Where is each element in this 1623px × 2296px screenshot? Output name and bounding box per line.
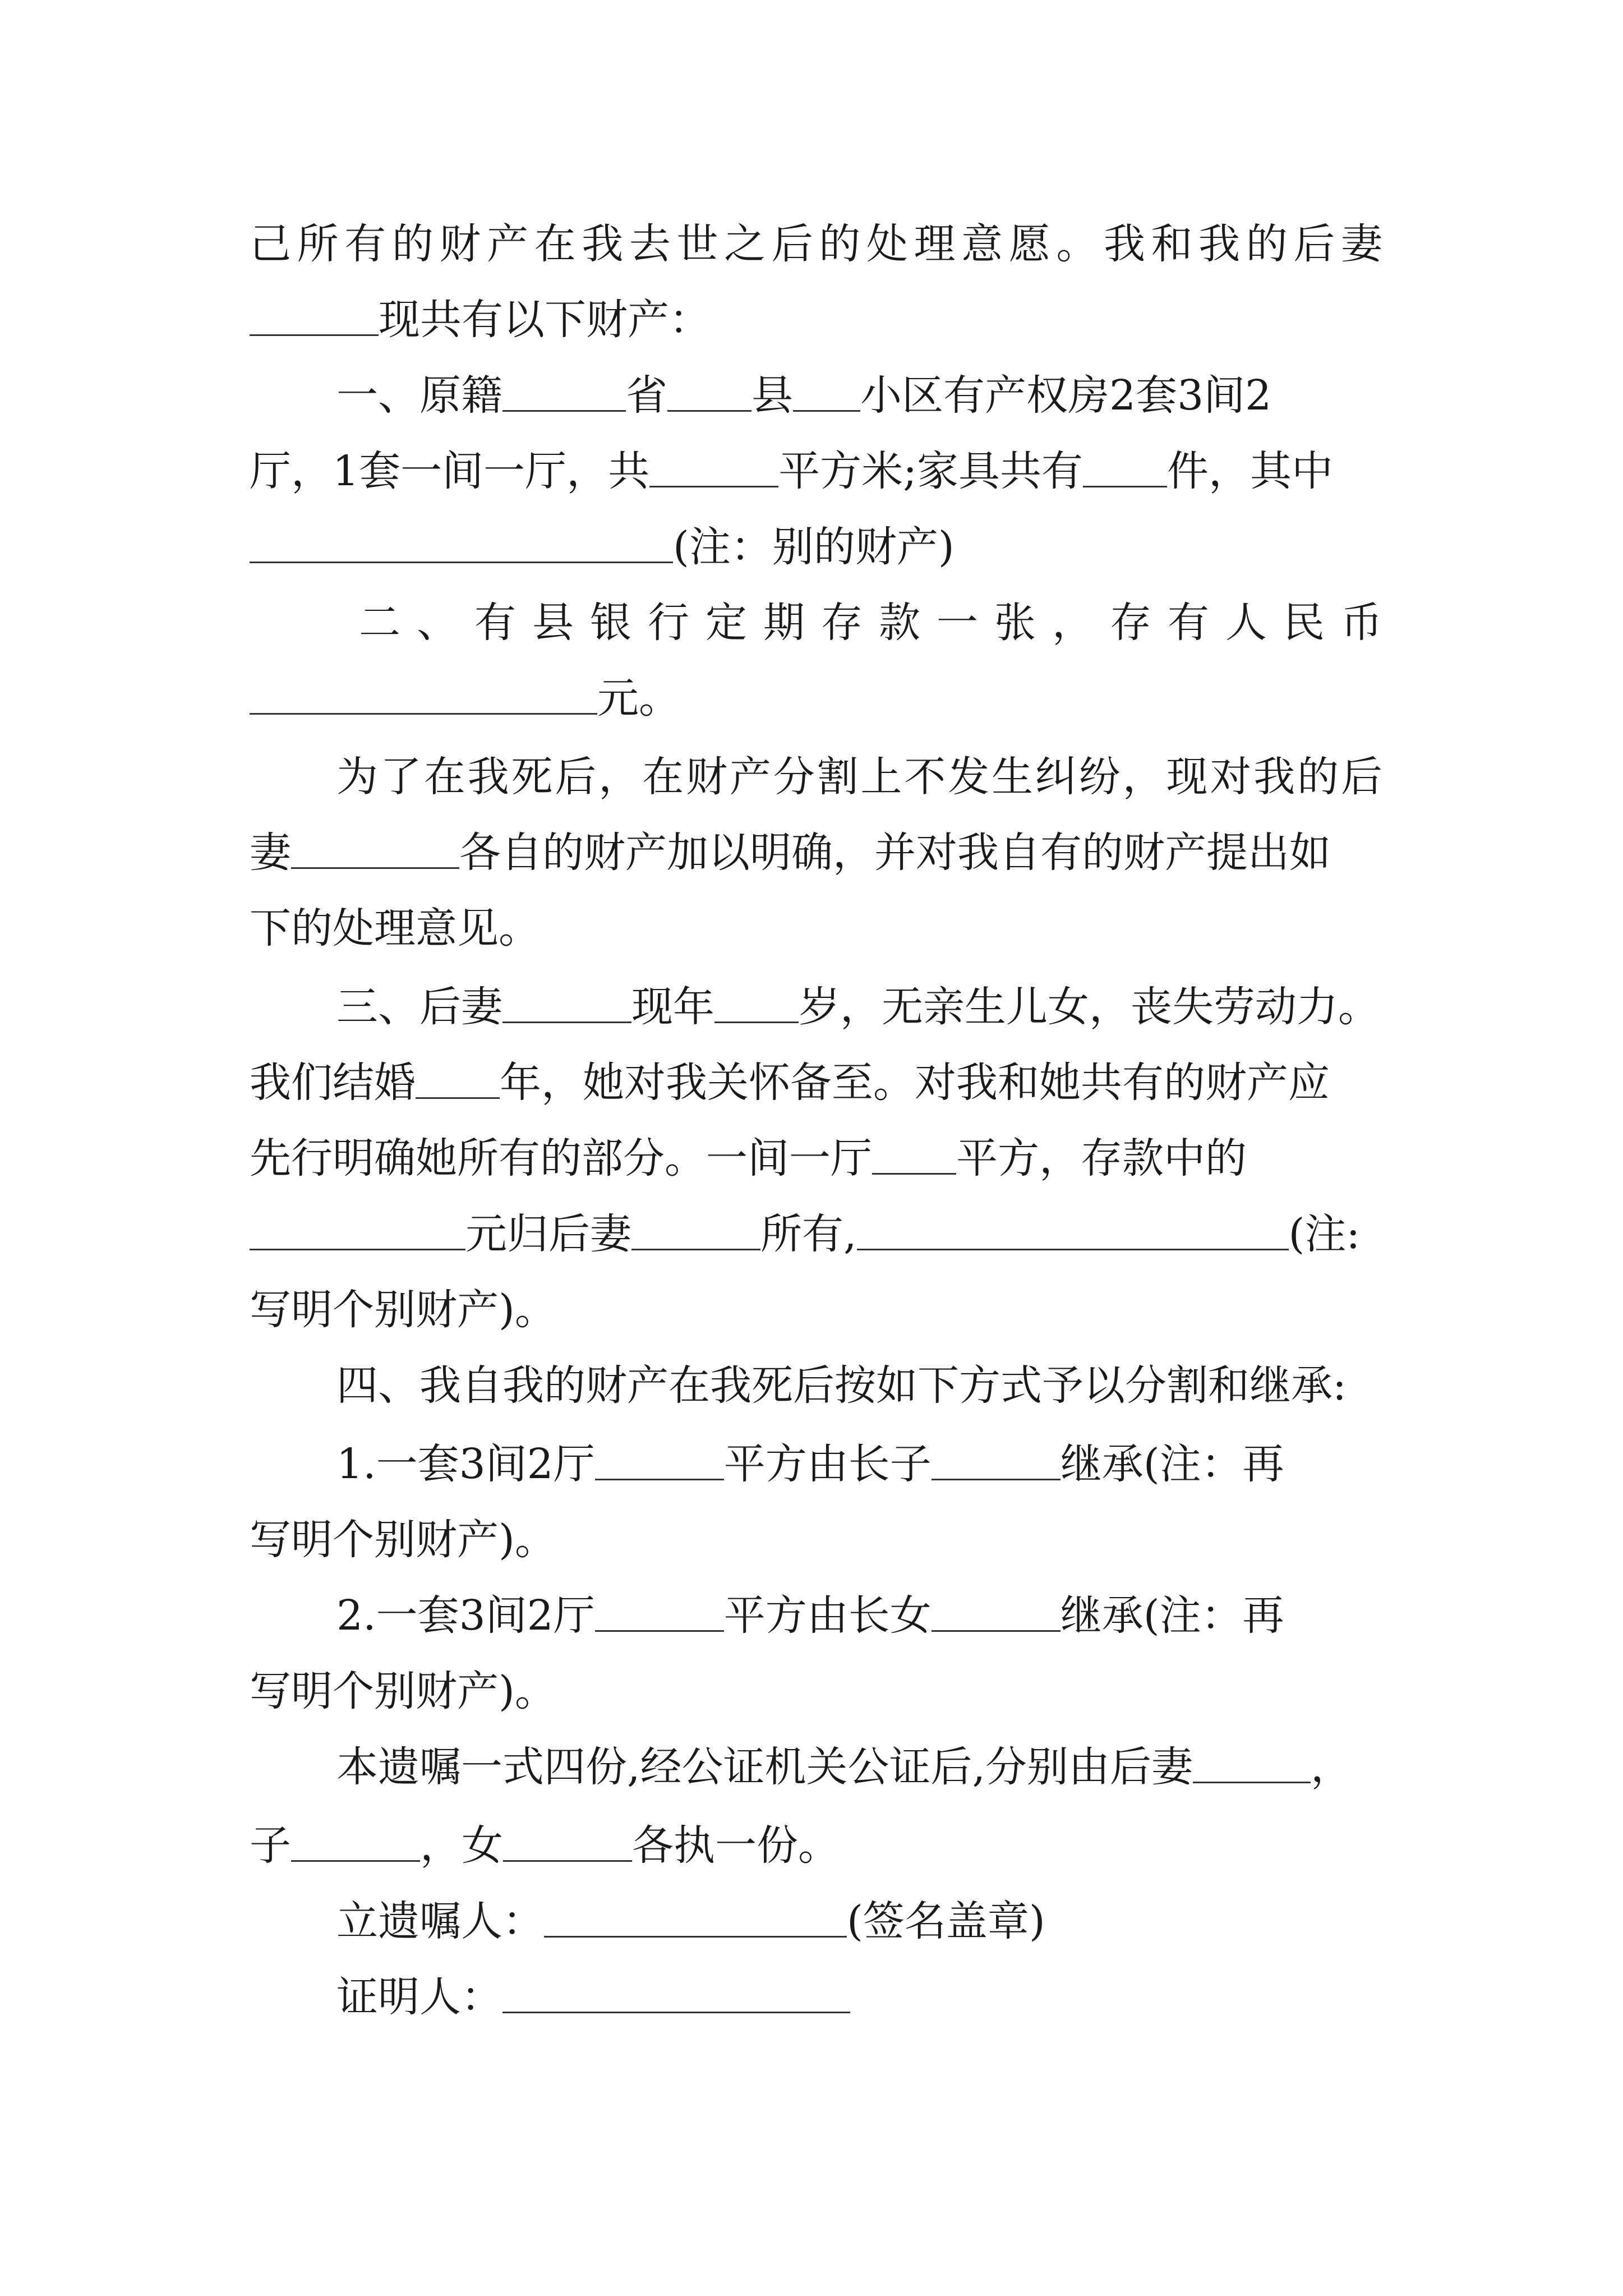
blank-field[interactable] [649, 447, 778, 487]
blank-field[interactable] [1193, 1742, 1311, 1783]
blank-field[interactable] [250, 522, 673, 563]
blank-field[interactable] [932, 1439, 1061, 1480]
blank-field[interactable] [793, 371, 860, 412]
blank-field[interactable] [416, 1058, 500, 1099]
signature-field[interactable] [544, 1897, 847, 1938]
text-line: 先行明确她所有的部分。一间一厅 平方，存款中的 [250, 1134, 1247, 1182]
text-line: 厅，1套一间一厅，共 平方米;家具共有 件，其中 [250, 447, 1334, 495]
blank-field[interactable] [502, 982, 631, 1023]
blank-field[interactable] [595, 1439, 724, 1480]
text-line: (注：别的财产) [250, 516, 1382, 578]
text-line: 元。 [250, 668, 1382, 729]
blank-field[interactable] [714, 982, 799, 1023]
text-line: 二、有县银行定期存款一张，存有人民币 [359, 599, 1382, 647]
text-line: 妻 各自的财产加以明确，并对我自有的财产提出如 [250, 829, 1331, 877]
text-line: 证明人： [336, 1966, 1382, 2028]
text-line: 我们结婚 年，她对我关怀备至。对我和她共有的财产应 [250, 1059, 1330, 1107]
witness-field[interactable] [502, 1972, 850, 2013]
blank-field[interactable] [250, 295, 379, 336]
blank-field[interactable] [872, 1134, 956, 1175]
blank-field[interactable] [857, 1209, 1289, 1250]
text-line: 四、我自我的财产在我死后按如下方式予以分割和继承: [336, 1361, 1347, 1410]
text-line: 写明个别财产)。 [250, 1286, 556, 1334]
text-line: 现共有以下财产： [250, 289, 1382, 351]
text-line: 写明个别财产)。 [250, 1516, 556, 1564]
text-line: 立遗嘱人： (签名盖章) [336, 1897, 1045, 1945]
blank-field[interactable] [631, 1209, 760, 1250]
blank-field[interactable] [250, 674, 597, 715]
text-line: 子 ，女 各执一份。 [250, 1821, 840, 1870]
text-line: 2.一套3间2厅 平方由长女 继承(注：再 [336, 1591, 1284, 1640]
blank-field[interactable] [291, 1821, 420, 1862]
blank-field[interactable] [932, 1591, 1061, 1632]
text-line: 己所有的财产在我去世之后的处理意愿。我和我的后妻 [250, 220, 1382, 268]
blank-field[interactable] [503, 1821, 632, 1862]
text-line: 一、原籍 省 县 小区有产权房2套3间2 [336, 371, 1272, 420]
blank-field[interactable] [502, 371, 626, 412]
text-line: 下的处理意见。 [250, 904, 540, 953]
blank-field[interactable] [250, 1209, 465, 1250]
text-line: 1.一套3间2厅 平方由长子 继承(注：再 [336, 1440, 1284, 1488]
blank-field[interactable] [595, 1591, 724, 1632]
text-line: 三、后妻 现年 岁，无亲生儿女，丧失劳动力。 [336, 983, 1380, 1031]
text-line: 写明个别财产)。 [250, 1667, 556, 1715]
text-line: 元归后妻 所有, (注: [250, 1203, 1382, 1265]
blank-field[interactable] [291, 828, 459, 869]
text-line: 本遗嘱一式四份,经公证机关公证后,分别由后妻 ， [336, 1743, 1353, 1791]
text-line: 为了在我死后，在财产分割上不发生纠纷，现对我的后 [336, 753, 1382, 801]
blank-field[interactable] [667, 371, 751, 412]
blank-field[interactable] [1083, 447, 1167, 487]
